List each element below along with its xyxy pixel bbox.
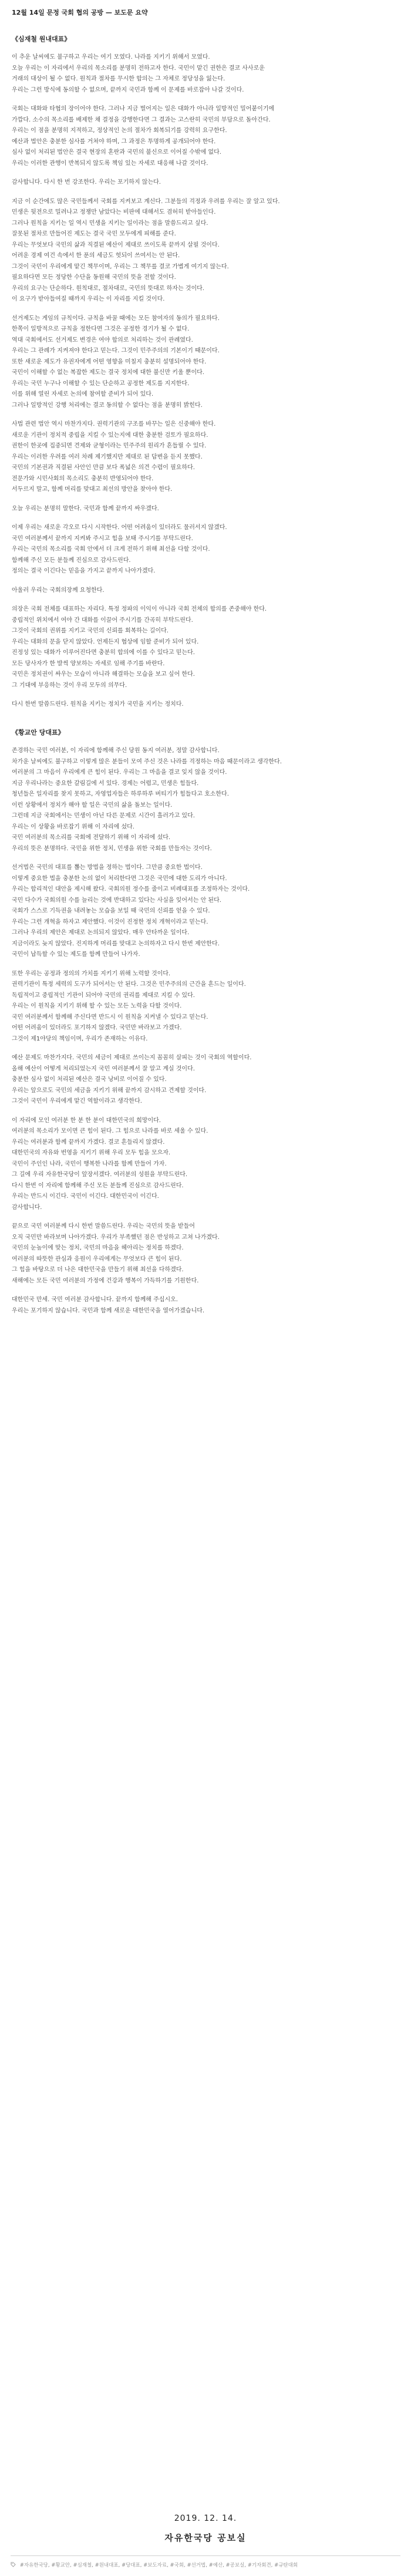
paragraph xyxy=(12,1295,400,1316)
paragraph-line: 충분한 심사 없이 처리된 예산은 결국 낭비로 이어질 수 있다. xyxy=(12,1076,167,1083)
paragraph-line: 우리는 포기하지 않습니다. 국민과 함께 새로운 대한민국을 열어가겠습니다. xyxy=(12,1307,205,1314)
tag-text[interactable]: #자유한국당, #황교안, #심재철, #원내대표, #당대표, #보도자료, #국회, #선거법, #예산, #공보실, #기자회견, #규탄대회 xyxy=(19,2562,298,2568)
paragraph-line: 우리는 대화의 문을 닫지 않았다. 언제든지 협상에 임할 준비가 되어 있다. xyxy=(12,638,199,645)
paragraph-line: 우리는 앞으로도 국민의 세금을 지키기 위해 끝까지 감시하고 견제할 것이다. xyxy=(12,1087,207,1094)
paragraph-line: 우리의 요구는 단순하다. 원칙대로, 절차대로, 국민의 뜻대로 하자는 것이다. xyxy=(12,285,204,292)
paragraph-line: 독립적이고 중립적인 기관이 되어야 국민의 권리를 제대로 지킬 수 있다. xyxy=(12,992,195,999)
paragraph-line: 대한민국 만세. 국민 여러분 감사합니다. 끝까지 함께해 주십시오. xyxy=(12,1297,178,1303)
paragraph-line: 국민의 기본권과 직결된 사안인 만큼 보다 폭넓은 의견 수렴이 필요하다. xyxy=(12,464,195,471)
paragraph xyxy=(12,177,400,188)
paragraph-line: 한쪽이 일방적으로 규칙을 정한다면 그것은 공정한 경기가 될 수 없다. xyxy=(12,326,190,332)
paragraph-line: 다시 한번 이 자리에 함께해 주신 모든 분들께 진심으로 감사드린다. xyxy=(12,1182,184,1189)
paragraph xyxy=(12,504,400,515)
paragraph-line: 예산 문제도 마찬가지다. 국민의 세금이 제대로 쓰이는지 꼼꼼히 살피는 것이 국회의 역할이다. xyxy=(12,1055,252,1061)
paragraph-line: 이런 상황에서 정치가 해야 할 일은 국민의 삶을 돌보는 일이다. xyxy=(12,802,173,809)
paragraph-line: 잘못된 절차로 만들어진 제도는 결국 국민 모두에게 피해를 준다. xyxy=(12,231,176,237)
document-body xyxy=(11,8,400,1334)
paragraph-line: 그 힘을 바탕으로 더 나은 대한민국을 만들기 위해 최선을 다하겠다. xyxy=(12,1267,184,1273)
paragraph-line: 우리는 그 관례가 지켜져야 한다고 믿는다. 그것이 민주주의의 기본이기 때문이다. xyxy=(12,348,220,354)
paragraph-line: 그것이 국민이 우리에게 맡긴 역할이라고 생각한다. xyxy=(12,1098,142,1105)
paragraph-line: 국민이 납득할 수 있는 제도를 함께 만들어 나가자. xyxy=(12,951,140,958)
paragraph-line: 올해 예산이 어떻게 처리되었는지 국민 여러분께서 잘 알고 계실 것이다. xyxy=(12,1065,195,1072)
paragraph-line: 여러분의 그 마음이 우리에게 큰 힘이 된다. 우리는 그 마음을 결코 잊지 않을 것이다. xyxy=(12,769,227,776)
paragraph-line: 그것이 국회의 권위를 지키고 국민의 신뢰를 회복하는 길이다. xyxy=(12,628,169,634)
paragraph-line: 우리는 여러분과 함께 끝까지 가겠다. 결코 흔들리지 않겠다. xyxy=(12,1139,165,1146)
paragraph-line: 그러나 원칙을 지키는 일 역시 민생을 지키는 일이라는 점을 말씀드리고 싶다. xyxy=(12,220,208,227)
paragraph xyxy=(12,863,400,961)
section-spacer xyxy=(11,719,400,728)
paragraph-line: 지금 우리나라는 중요한 갈림길에 서 있다. 경제는 어렵고, 민생은 힘들다. xyxy=(12,780,199,787)
paragraph-line: 지금이라도 늦지 않았다. 진지하게 머리를 맞대고 논의하자고 다시 한번 제안한다. xyxy=(12,940,220,947)
paragraph-line: 우리는 이러한 관행이 반복되지 않도록 책임 있는 자세로 대응해 나갈 것이다. xyxy=(12,160,208,167)
paragraph xyxy=(12,746,400,854)
paragraph-line: 그러나 일방적인 강행 처리에는 결코 동의할 수 없다는 점을 분명히 밝힌다. xyxy=(12,402,203,409)
paragraph xyxy=(12,104,400,169)
paragraph-line: 중립적인 위치에서 여야 간 대화를 이끌어 주시기를 간곡히 부탁드린다. xyxy=(12,617,193,624)
paragraph-line: 우리는 이 원칙을 지키기 위해 할 수 있는 모든 노력을 다할 것이다. xyxy=(12,1003,182,1009)
document-headline: 12월 14일 문정 국회 협의 공방 — 보도문 요약 xyxy=(12,9,148,16)
paragraph xyxy=(12,1116,400,1214)
paragraph-line: 모든 당사자가 한 발씩 양보하는 자세로 임해 주기를 바란다. xyxy=(12,660,165,667)
paragraph-line: 감사합니다. 다시 한 번 강조한다. 우리는 포기하지 않는다. xyxy=(12,179,161,186)
paragraph-line: 그것이 국민이 우리에게 맡긴 책무이며, 우리는 그 책무를 결코 가볍게 여기지 않는다. xyxy=(12,263,229,270)
paragraph-line: 선거제도는 게임의 규칙이다. 규칙을 바꿀 때에는 모든 참여자의 동의가 필요하다. xyxy=(12,315,220,322)
paragraph-line: 새해에는 모든 국민 여러분의 가정에 건강과 행복이 가득하기를 기원한다. xyxy=(12,1277,199,1284)
paragraph-line: 거래의 대상이 될 수 없다. 원칙과 절차를 무시한 합의는 그 자체로 정당성을 잃는다. xyxy=(12,76,225,82)
paragraph-line: 역대 국회에서도 선거제도 변경은 여야 합의로 처리하는 것이 관례였다. xyxy=(12,336,193,344)
paragraph-line: 가깝다. 소수의 목소리를 배제한 채 결정을 강행한다면 그 결과는 고스란히 국민의 부담으로 돌아간다. xyxy=(12,116,271,123)
paragraph xyxy=(12,314,400,412)
paragraph-line: 또한 새로운 제도가 유권자에게 어떤 영향을 미칠지 충분히 설명되어야 한다. xyxy=(12,358,207,365)
paragraph-line: 청년들은 일자리를 찾지 못하고, 자영업자들은 하루하루 버티기가 힘들다고 호소한다. xyxy=(12,791,229,797)
paragraph-line: 국민의 눈높이에 맞는 정치, 국민의 마음을 헤아리는 정치를 하겠다. xyxy=(12,1245,184,1251)
paragraph xyxy=(12,969,400,1045)
paragraph-line: 국민 여러분의 목소리를 국회에 전달하기 위해 이 자리에 섰다. xyxy=(12,834,171,841)
paragraph xyxy=(12,523,400,577)
paragraph-line: 필요하다면 모든 정당한 수단을 동원해 국민의 뜻을 전할 것이다. xyxy=(12,274,176,281)
paragraph-line: 우리는 반드시 이긴다. 국민이 이긴다. 대한민국이 이긴다. xyxy=(12,1193,159,1200)
paragraph-line: 어떤 어려움이 있더라도 포기하지 않겠다. 국민만 바라보고 가겠다. xyxy=(12,1025,182,1031)
paragraph-line: 이 추운 날씨에도 불구하고 우리는 여기 모였다. 나라를 지키기 위해서 모였다. xyxy=(12,54,210,60)
paragraph-line: 국민은 정치권이 싸우는 모습이 아니라 해결하는 모습을 보고 싶어 한다. xyxy=(12,671,195,678)
paragraph-line: 심사 없이 처리된 법안은 결국 현장의 혼란과 국민의 불신으로 이어질 수밖에 없다. xyxy=(12,149,221,156)
paragraph-line: 존경하는 국민 여러분, 이 자리에 함께해 주신 당원 동지 여러분, 정말 감사합니다. xyxy=(12,747,220,754)
tag-list[interactable] xyxy=(11,2561,400,2568)
paragraph-line: 아울러 우리는 국회의장께 요청한다. xyxy=(12,587,105,594)
paragraph-line: 여러분의 목소리가 모이면 큰 힘이 된다. 그 힘으로 나라를 바로 세울 수 있다. xyxy=(12,1128,208,1134)
paragraph-line: 서두르지 말고, 함께 머리를 맞대고 최선의 방안을 찾아야 한다. xyxy=(12,486,173,493)
paragraph-line: 의장은 국회 전체를 대표하는 자리다. 특정 정파의 이익이 아니라 국회 전체의 합의를 존중해야 한다. xyxy=(12,606,267,612)
paragraph-line: 함께해 주신 모든 분들께 진심으로 감사드린다. xyxy=(12,557,131,564)
section-title: 《심재철 원내대표》 xyxy=(12,35,71,43)
section-spacer xyxy=(11,1325,400,1334)
paragraph xyxy=(12,1221,400,1287)
paragraph-line: 우리는 무엇보다 국민의 삶과 직결된 예산이 제대로 쓰이도록 끝까지 살필 것이다. xyxy=(12,241,220,248)
paragraph-line: 여러분의 따뜻한 관심과 응원이 우리에게는 무엇보다 큰 힘이 된다. xyxy=(12,1255,182,1262)
paragraph-line: 예산과 법안은 충분한 심사를 거쳐야 하며, 그 과정은 투명하게 공개되어야 한다. xyxy=(12,138,216,145)
paragraph-line: 이제 우리는 새로운 각오로 다시 시작한다. 어떤 어려움이 있더라도 물러서지 않겠다. xyxy=(12,524,227,531)
paragraph-line: 우리의 뜻은 분명하다. 국민을 위한 정치, 민생을 위한 국회를 만들자는 것이다. xyxy=(12,845,212,852)
paragraph-line: 새로운 기관이 정치적 중립을 지킬 수 있는지에 대한 충분한 검토가 필요하다. xyxy=(12,432,208,439)
paragraph-line: 선거법은 국민의 대표를 뽑는 방법을 정하는 법이다. 그만큼 중요한 법이다. xyxy=(12,864,203,871)
paragraph-line: 민생은 뒷전으로 밀려나고 정쟁만 남았다는 비판에 대해서도 겸허히 받아들인다. xyxy=(12,209,216,215)
paragraph-line: 권한이 한곳에 집중되면 견제와 균형이라는 민주주의 원리가 흔들릴 수 있다. xyxy=(12,443,207,449)
paragraph-line: 권력기관이 특정 세력의 도구가 되어서는 안 된다. 그것은 민주주의의 근간을 흔드는 일이다. xyxy=(12,981,246,988)
paragraph xyxy=(12,585,400,597)
paragraph-line: 그러나 우리의 제안은 제대로 논의되지 않았다. 매우 안타까운 일이다. xyxy=(12,930,190,936)
paragraph-line: 국회가 스스로 기득권을 내려놓는 모습을 보일 때 국민의 신뢰를 얻을 수 있다. xyxy=(12,908,210,914)
paragraph-line: 국민 여러분께서 함께해 주신다면 반드시 이 원칙을 지켜낼 수 있다고 믿는다. xyxy=(12,1013,208,1021)
paragraph-line: 국민이 주인인 나라, 국민이 행복한 나라를 함께 만들어 가자. xyxy=(12,1160,167,1167)
tag-icon xyxy=(11,2562,16,2567)
paragraph xyxy=(12,197,400,305)
paragraph-line: 사법 관련 법안 역시 마찬가지다. 권력기관의 구조를 바꾸는 일은 신중해야 한다. xyxy=(12,421,216,427)
paragraph xyxy=(12,1053,400,1107)
paragraph-line: 그런데 지금 국회에서는 민생이 아닌 다른 문제로 시간이 흘러가고 있다. xyxy=(12,813,195,819)
paragraph-line: 우리는 이러한 우려를 여러 차례 제기했지만 제대로 된 답변을 듣지 못했다. xyxy=(12,453,203,460)
paragraph-line: 오늘 우리는 이 자리에서 우리의 목소리를 분명히 전하고자 한다. 국민이 맡긴 권한은 결코 사사로운 xyxy=(12,65,265,72)
paragraph-line: 오늘 우리는 분명히 말한다. 국민과 함께 끝까지 싸우겠다. xyxy=(12,505,159,512)
paragraph-line: 우리는 그런 개혁을 하자고 제안했다. 이것이 진정한 정치 개혁이라고 믿는다. xyxy=(12,918,208,925)
section-title: 《황교안 당대표》 xyxy=(12,728,65,736)
paragraph-line: 그 길에 우리 자유한국당이 앞장서겠다. 여러분의 성원을 부탁드린다. xyxy=(12,1171,188,1178)
paragraph-line: 이렇게 중요한 법을 충분한 논의 없이 처리한다면 그것은 국민에 대한 도리가 아니다. xyxy=(12,875,227,882)
paragraph-line: 이를 위해 열린 자세로 논의에 참여할 준비가 되어 있다. xyxy=(12,391,154,398)
paragraph-line: 우리는 이 점을 분명히 지적하고, 정상적인 논의 절차가 회복되기를 강력히 요구한다. xyxy=(12,127,227,134)
paragraph-line: 그것이 제1야당의 책임이며, 우리가 존재하는 이유다. xyxy=(12,1035,148,1042)
paragraph-line: 우리는 이 상황을 바로잡기 위해 이 자리에 섰다. xyxy=(12,823,134,830)
paragraph-line: 국회는 대화와 타협의 장이어야 한다. 그러나 지금 벌어지는 일은 대화가 아니라 일방적인 밀어붙이기에 xyxy=(12,106,275,112)
closing-date: 2019. 12. 14. xyxy=(174,2514,237,2523)
paragraph-line: 또한 우리는 공정과 정의의 가치를 지키기 위해 노력할 것이다. xyxy=(12,970,171,977)
paragraph-line: 어려운 경제 여건 속에서 한 푼의 세금도 헛되이 쓰여서는 안 된다. xyxy=(12,252,180,259)
paragraph xyxy=(12,604,400,691)
paragraph xyxy=(12,699,400,710)
paragraph-line: 다시 한번 말씀드린다. 원칙을 지키는 정치가 국민을 지키는 정치다. xyxy=(12,701,184,708)
paragraph-line: 오직 국민만 바라보며 나아가겠다. 우리가 부족했던 점은 반성하고 고쳐 나가겠다. xyxy=(12,1234,220,1241)
paragraph-line: 지금 이 순간에도 많은 국민들께서 국회를 지켜보고 계신다. 그분들의 걱정과 우려를 우리는 잘 알고 있다. xyxy=(12,198,280,205)
paragraph-line: 전문가와 시민사회의 목소리도 충분히 반영되어야 한다. xyxy=(12,475,154,482)
paragraph-line: 정의는 결국 이긴다는 믿음을 가지고 끝까지 나아가겠다. xyxy=(12,568,156,574)
sections-container xyxy=(11,35,400,1335)
paragraph-line: 진정성 있는 대화가 이루어진다면 충분히 합의에 이를 수 있다고 믿는다. xyxy=(12,649,195,656)
paragraph-line: 우리는 국민 누구나 이해할 수 있는 단순하고 공정한 제도를 지지한다. xyxy=(12,380,190,387)
paragraph-line: 국민 다수가 국회의원 수를 늘리는 것에 반대하고 있다는 사실을 잊어서는 안 된다. xyxy=(12,897,221,904)
paragraph xyxy=(12,52,400,96)
paragraph-line: 대한민국의 자유와 번영을 지키기 위해 우리 모두 힘을 모으자. xyxy=(12,1150,171,1156)
paragraph-line: 차가운 날씨에도 불구하고 이렇게 많은 분들이 모여 주신 것은 나라를 걱정하는 마음 때문이라고 생각한다. xyxy=(12,758,282,765)
paragraph-line: 이 자리에 모인 여러분 한 분 한 분이 대한민국의 희망이다. xyxy=(12,1117,161,1124)
paragraph-line: 끝으로 국민 여러분께 다시 한번 말씀드린다. 우리는 국민의 뜻을 받들어 xyxy=(12,1223,195,1230)
paragraph-line: 감사합니다. xyxy=(12,1204,42,1211)
paragraph xyxy=(12,419,400,496)
paragraph-line: 국민 여러분께서 끝까지 지켜봐 주시고 힘을 보태 주시기를 부탁드린다. xyxy=(12,535,193,542)
paragraph-line: 그 기대에 부응하는 것이 우리 모두의 의무다. xyxy=(12,682,127,689)
paragraph-line: 국민이 이해할 수 없는 복잡한 제도는 결국 정치에 대한 불신만 키울 뿐이다. xyxy=(12,369,204,376)
paragraph-line: 우리는 국민의 목소리를 국회 안에서 더 크게 전하기 위해 최선을 다할 것이다. xyxy=(12,546,210,553)
footer-divider xyxy=(11,2555,400,2556)
paragraph-line: 이 요구가 받아들여질 때까지 우리는 이 자리를 지킬 것이다. xyxy=(12,296,165,302)
paragraph-line: 우리는 그런 방식에 동의할 수 없으며, 끝까지 국민과 함께 이 문제를 바로잡아 나갈 것이다. xyxy=(12,86,244,93)
paragraph-line: 우리는 합리적인 대안을 제시해 왔다. 국회의원 정수를 줄이고 비례대표를 조정하자는 것이다. xyxy=(12,886,250,893)
closing-organization: 자유한국당 공보실 xyxy=(164,2533,247,2543)
